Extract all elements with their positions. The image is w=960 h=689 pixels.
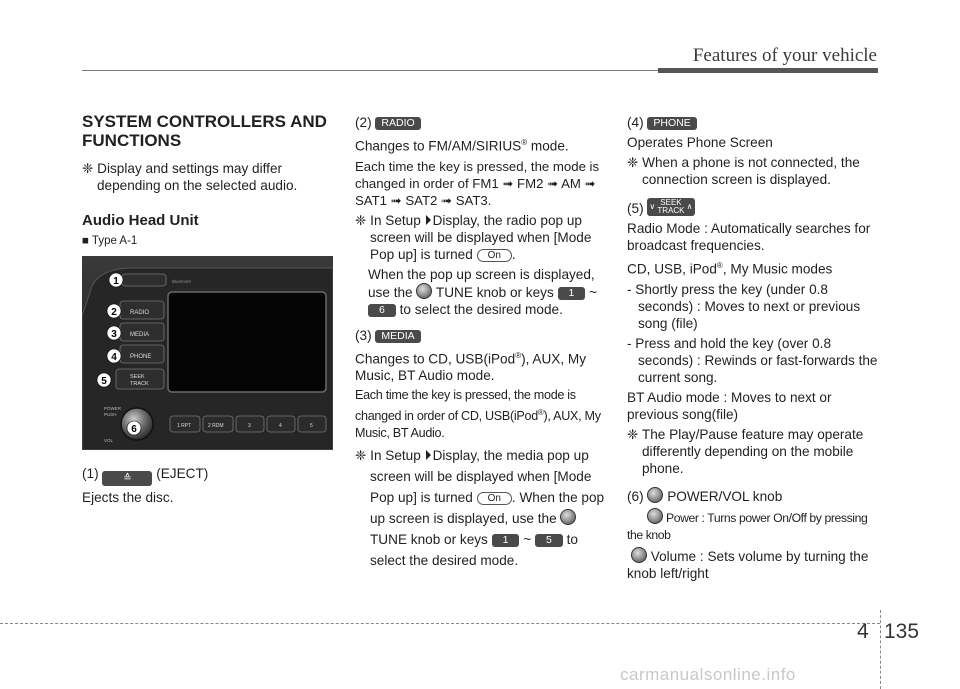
long-press-desc: - Press and hold the key (over 0.8 seconds) : Rewinds or fast-forwards the current song. [627, 335, 878, 385]
on-badge-2: On [477, 492, 512, 505]
subsection-heading: Audio Head Unit [82, 212, 199, 229]
chapter-number: 4 [857, 620, 869, 643]
setup-text: Display, the radio pop up screen will be displayed when [Mode Pop up] is turned [370, 212, 592, 262]
callout-2-label: 2 [111, 307, 117, 318]
header-rule [82, 70, 660, 71]
figure-key2-label: 2 RDM [208, 423, 224, 429]
setup2-text: Display, the media pop up screen will be displayed when [Mode Pop up] is turned [370, 448, 592, 506]
tilde: ~ [589, 284, 598, 300]
page-header-title: Features of your vehicle [692, 45, 877, 66]
cd-modes-a: CD, USB, iPod [627, 261, 717, 277]
radio-badge: RADIO [375, 117, 420, 130]
volume-knob-icon [631, 547, 647, 563]
section-heading: SYSTEM CONTROLLERS AND FUNCTIONS [82, 112, 327, 150]
power-knob-icon [647, 487, 663, 503]
figure-track-label: TRACK [130, 381, 149, 387]
chevron-down-icon: ∨ [649, 202, 656, 211]
figure-media-label: MEDIA [130, 332, 150, 338]
phone-note: ❈ When a phone is not connected, the connection screen is displayed. [627, 155, 860, 187]
key-6-badge: 6 [368, 304, 396, 317]
registered-mark-4: ® [716, 261, 723, 270]
header-bar [658, 68, 878, 73]
bt-mode-desc: BT Audio mode : Moves to next or previous song(file) [627, 389, 832, 422]
callout-3-label: 3 [111, 329, 117, 340]
media-order-a: Each time the key is pressed, the mode is changed in order of CD, USB(iPod [355, 388, 576, 424]
figure-key5-label: 5 [310, 423, 313, 429]
setup2-prefix: ❈ In Setup [355, 448, 421, 464]
media-text-b: ), AUX, My Music, BT Audio mode. [355, 351, 587, 384]
key-1-badge-2: 1 [492, 534, 520, 547]
item3-label: (3) [355, 327, 372, 343]
popup-text-b: TUNE knob or keys [435, 284, 554, 300]
key-1-badge: 1 [558, 287, 586, 300]
figure-radio-label: RADIO [130, 310, 150, 316]
radio-mode-desc: Radio Mode : Automatically searches for broadcast frequencies. [627, 221, 871, 253]
arrow-right-icon [426, 215, 431, 225]
item6-name: POWER/VOL knob [667, 488, 783, 504]
eject-badge [102, 471, 152, 486]
play-pause-note: ❈ The Play/Pause feature may operate differently depending on the mobile phone. [627, 426, 864, 476]
type-label: ■ Type A-1 [82, 235, 138, 247]
registered-mark-3: ® [537, 408, 544, 418]
display-note: ❈ Display and settings may differ depending on the selected audio. [82, 161, 298, 193]
figure-vol-label: VOL [104, 438, 114, 443]
figure-brand: Bluetooth [172, 279, 192, 284]
power-desc: Power : Turns power On/Off by pressing the knob [627, 510, 868, 542]
power-knob-icon-2 [647, 508, 663, 524]
radio-mode-text: Changes to FM/AM/SIRIUS [355, 138, 522, 154]
column-1 [82, 112, 334, 253]
head-unit-illustration [82, 256, 333, 450]
cd-modes-b: , My Music modes [722, 261, 833, 277]
figure-phone-label: PHONE [130, 354, 152, 360]
item2-label: (2) [355, 115, 372, 130]
item5-label: (5) [627, 201, 644, 216]
footer-rule [0, 623, 880, 625]
callout-1-label: 1 [113, 276, 119, 287]
media-badge: MEDIA [375, 330, 420, 343]
tune-knob-icon [416, 283, 432, 299]
track-label: TRACK [657, 206, 685, 215]
tune-knob-icon-2 [560, 509, 576, 525]
arrow-right-icon-2 [426, 450, 431, 460]
volume-desc: Volume : Sets volume by turning the knob left/right [627, 548, 869, 581]
seek-track-badge [647, 198, 694, 216]
figure-power-label: POWER [104, 406, 122, 411]
media-order-b: ), AUX, My Music, BT Audio. [355, 409, 601, 441]
figure-key4-label: 4 [279, 423, 282, 429]
column-3 [627, 114, 879, 585]
setup2-text-c: . When the pop up screen is displayed, use the [370, 490, 605, 527]
item1-label: (1) [82, 466, 99, 481]
key-5-badge: 5 [535, 534, 563, 547]
audio-head-unit-figure [82, 256, 333, 450]
popup-text-a: When the pop up screen is displayed, use the [368, 266, 595, 300]
short-press-desc: - Shortly press the key (under 0.8 seconds) : Moves to next or previous song (file) [627, 281, 861, 331]
registered-mark-2: ® [515, 350, 522, 360]
figure-key1-label: 1 RPT [177, 423, 192, 429]
eject-icon: ≙ [123, 473, 132, 484]
item6-label: (6) [627, 488, 644, 504]
figure-key3-label: 3 [248, 423, 251, 429]
page-number: 135 [884, 620, 920, 643]
chevron-up-icon: ∧ [686, 202, 693, 211]
eject-item [82, 465, 334, 509]
figure-push-label: PUSH [104, 412, 117, 417]
popup-text-c: to select the desired mode. [399, 301, 563, 317]
tilde-2: ~ [523, 532, 532, 548]
callout-5-label: 5 [101, 376, 107, 387]
item1-desc: Ejects the disc. [82, 490, 174, 505]
callout-6-label: 6 [131, 424, 137, 435]
column-2: (2) RADIO Changes to FM/AM/SIRIUS® mode. Each time the key is pressed, the mode is changed in order of FM1 ➟ FM2 ➟ AM ➟ SAT1 ➟ SAT2 ➟ SAT3. ❈ In Setup Display, the radio pop up screen will be displayed when [Mode Pop up] is turned On . When the pop up screen is displayed, use the TUNE knob or keys 1 ~ 6 to select the desired mode. (3) MEDIA Changes to CD, USB(iPod®), AUX, My Music, BT Audio mode. Each time the key is pressed, the mode is changed in order of CD, USB(iPod®), AUX, My Music, BT Audio. ❈ In Setup Display, the media pop up screen will be displayed when [Mode Pop up] is turned On . When the pop up screen is displayed, use the TUNE knob or keys 1 ~ 5 to select the desired mode. [355, 115, 605, 569]
setup2-text-e: to select the desired mode. [370, 532, 578, 569]
phone-desc: Operates Phone Screen [627, 135, 773, 150]
watermark: carmanualsonline.info [620, 665, 796, 684]
radio-order-text: Each time the key is pressed, the mode is changed in order of FM1 ➟ FM2 ➟ AM ➟ SAT1 ➟ SAT2 ➟ SAT3. [355, 158, 600, 208]
media-text-a: Changes to CD, USB(iPod [355, 351, 516, 367]
setup-prefix: ❈ In Setup [355, 212, 421, 228]
callout-4-label: 4 [111, 352, 117, 363]
item1-name: (EJECT) [156, 466, 209, 481]
footer-divider [880, 610, 881, 689]
seek-label: SEEK [660, 198, 682, 207]
setup2-text-d: TUNE knob or keys [370, 532, 488, 548]
figure-seek-label: SEEK [130, 374, 145, 380]
registered-mark: ® [521, 138, 528, 147]
phone-badge: PHONE [647, 117, 696, 130]
on-badge: On [477, 249, 512, 262]
item4-label: (4) [627, 115, 644, 130]
radio-mode-text-end: mode. [527, 138, 569, 154]
